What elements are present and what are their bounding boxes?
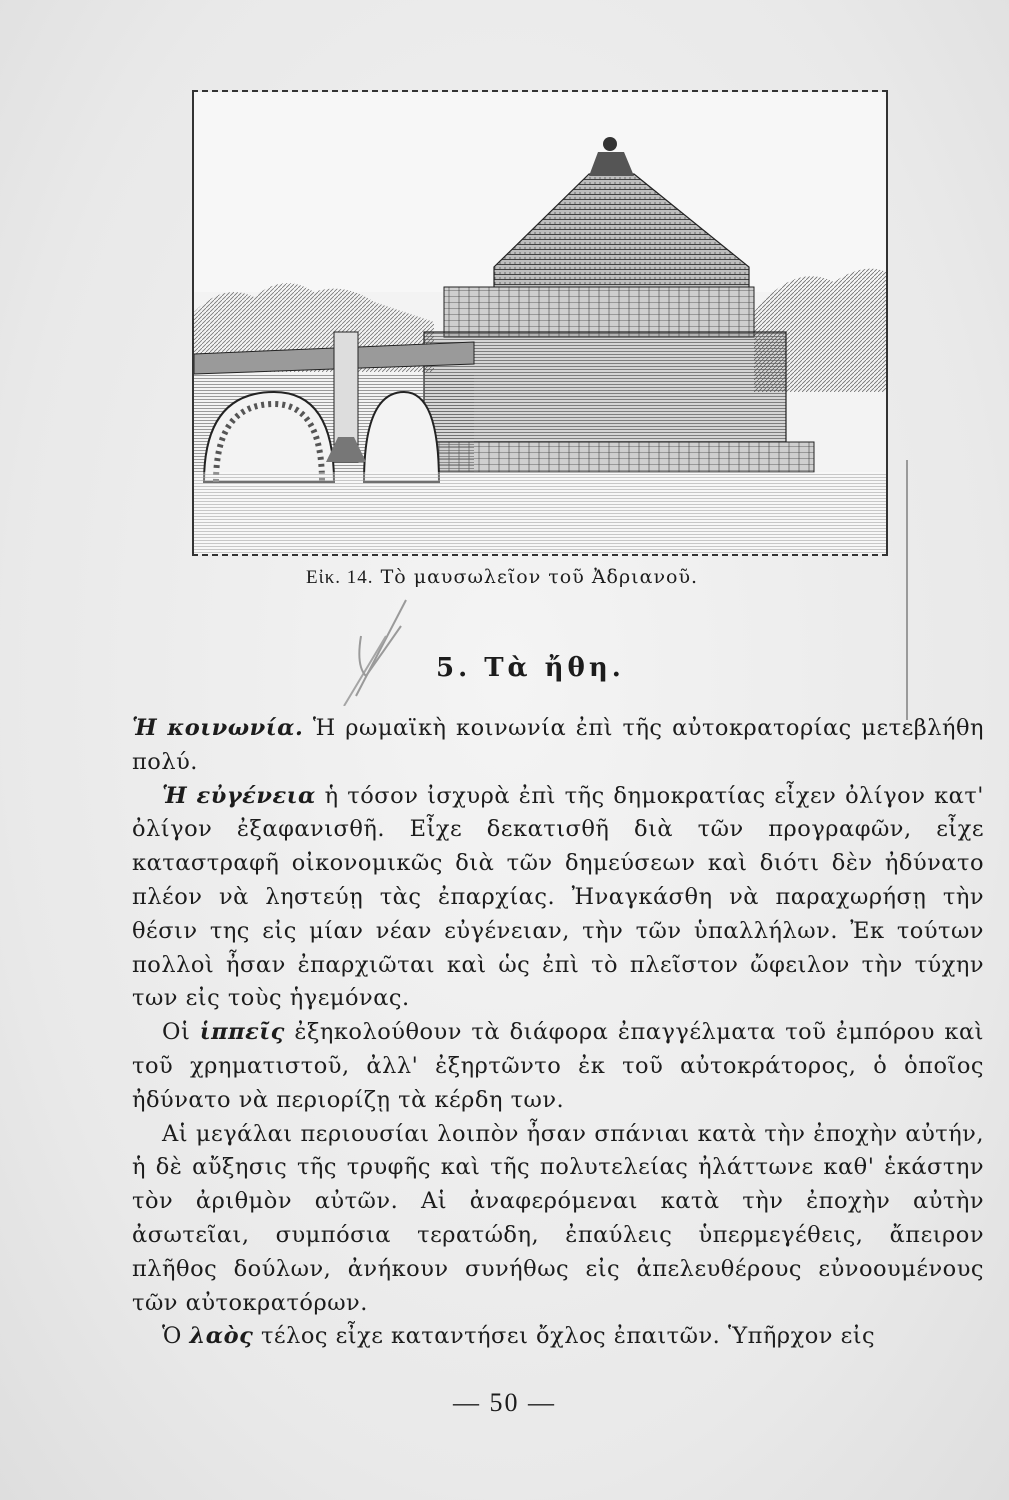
paragraph-prefix: Ὁ — [162, 1323, 190, 1350]
pencil-mark-icon — [316, 596, 426, 706]
paragraph-text: Ἡ ρωμαϊκὴ κοινωνία ἐπὶ τῆς αὐτοκρατορίας μετεβλήθη πολύ. — [132, 715, 984, 775]
lead-term: ἱππεῖς — [199, 1019, 285, 1046]
page-number: — 50 — — [453, 1388, 556, 1417]
figure-number: Εἰκ. 14. — [306, 567, 374, 588]
margin-line — [906, 460, 908, 720]
figure-caption-text: Τὸ μαυσωλεῖον τοῦ Ἀδριανοῦ. — [380, 566, 699, 588]
paragraph-knights — [132, 1016, 984, 1117]
paragraph-fortunes — [132, 1118, 984, 1321]
section-title: 5. Τὰ ἤθη. — [436, 653, 625, 683]
paragraph-text: ἐξηκολούθουν τὰ διάφορα ἐπαγγέλματα τοῦ ἐμπόρου καὶ τοῦ χρηματιστοῦ, ἀλλ' ἐξηρτῶντο ἐκ τοῦ αὐτοκράτορος, ὁ ὁποῖος ἠδύνατο νὰ περιορίζῃ τὰ κέρδη των. — [132, 1019, 984, 1113]
paragraph-prefix: Οἱ — [162, 1019, 200, 1046]
mausoleum-illustration — [192, 90, 888, 556]
body-text — [132, 712, 984, 1354]
paragraph-people — [132, 1320, 984, 1354]
paragraph-society — [132, 712, 984, 780]
figure-caption — [306, 566, 826, 589]
lead-term: λαὸς — [189, 1323, 254, 1350]
lead-term: Ἡ κοινωνία. — [132, 715, 304, 741]
lead-term: Ἡ εὐγένεια — [162, 782, 316, 809]
paragraph-nobility — [132, 780, 984, 1017]
mausoleum-drawing — [194, 92, 886, 554]
paragraph-text: ἡ τόσον ἰσχυρὰ ἐπὶ τῆς δημοκρατίας εἶχεν ὀλίγον κατ' ὀλίγον ἐξαφανισθῆ. Εἶχε δεκατισθῆ διὰ τῶν προγραφῶν, εἶχε καταστραφῆ οἰκονομικῶς διὰ τῶν δημεύσεων καὶ διότι δὲν ἠδύνατο πλέον νὰ ληστεύῃ τὰς ἐπαρχίας. Ἠναγκάσθη νὰ παραχωρήσῃ τὴν θέσιν της εἰς μίαν νέαν εὐγένειαν, τὴν τῶν ὑπαλλήλων. Ἐκ τούτων πολλοὶ ἦσαν ἐπαρχιῶται καὶ ὡς ἐπὶ τὸ πλεῖστον ὤφειλον τὴν τύχην των εἰς τοὺς ἡγεμόνας. — [132, 782, 984, 1012]
paragraph-text: Αἱ μεγάλαι περιουσίαι λοιπὸν ἦσαν σπάνιαι κατὰ τὴν ἐποχὴν αὐτήν, ἡ δὲ αὔξησις τῆς τρυφῆς καὶ τῆς πολυτελείας ἠλάττωνε καθ' ἑκάστην τὸν ἀριθμὸν αὐτῶν. Αἱ ἀναφερόμεναι κατὰ τὴν ἐποχὴν αὐτὴν ἀσωτεῖαι, συμπόσια τερατώδη, ἐπαύλεις ὑπερμεγέθεις, ἄπειρον πλῆθος δούλων, ἀνήκουν συνήθως εἰς ἀπελευθέρους εὐνοουμένους τῶν αὐτοκρατόρων. — [132, 1120, 984, 1316]
paragraph-text: τέλος εἶχε καταντήσει ὄχλος ἐπαιτῶν. Ὑπῆρχον εἰς — [253, 1323, 876, 1350]
